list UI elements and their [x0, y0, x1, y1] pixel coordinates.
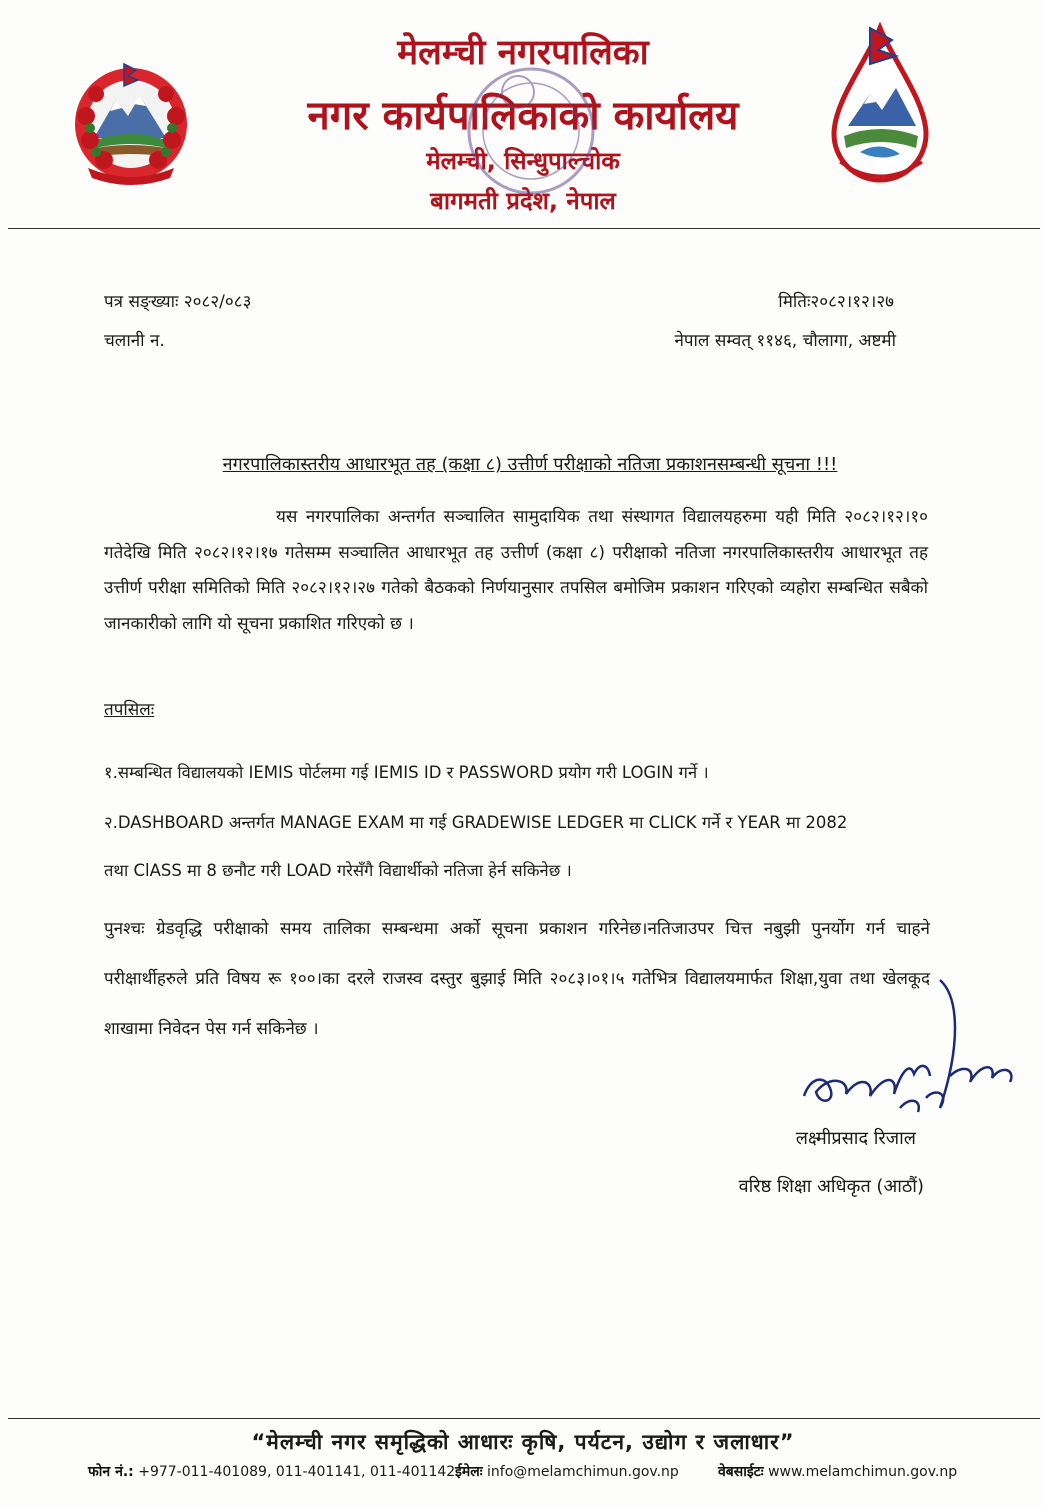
website-label: वेबसाईटः [718, 1464, 764, 1480]
signer-designation: वरिष्ठ शिक्षा अधिकृत (आठौं) [738, 1176, 924, 1197]
nepal-emblem-icon [66, 56, 196, 191]
signer-name: लक्ष्मीप्रसाद रिजाल [795, 1128, 916, 1149]
footer-phone [88, 1462, 455, 1481]
office-address: मेलम्ची, सिन्धुपाल्चोक [426, 147, 620, 175]
letter-date: मितिः२०८२।१२।२७ [778, 292, 894, 312]
instruction-item: १.सम्बन्धित विद्यालयको IEMIS पोर्टलमा गई IEMIS ID र PASSWORD प्रयोग गरी LOGIN गर्ने । [104, 763, 709, 782]
handwritten-signature [790, 978, 1020, 1128]
dispatch-number: चलानी न. [104, 331, 165, 351]
header-divider [8, 228, 1040, 229]
footer-website [718, 1462, 957, 1481]
phone-label: फोन नं.: [88, 1464, 134, 1480]
postscript-note: पुनश्चः ग्रेडवृद्धि परीक्षाको समय तालिका सम्बन्धमा अर्को सूचना प्रकाशन गरिनेछ।नतिजाउपर चित्त नबुझी पुनर्योग गर्न चाहने परीक्षार्थीहरुले प्रति विषय रू १००।का दरले राजस्व दस्तुर बुझाई मिति २०८३।०१।५ गतेभित्र विद्यालयमार्फत शिक्षा,युवा तथा खेलकूद शाखामा निवेदन पेस गर्न सकिनेछ । [104, 919, 930, 1039]
details-heading: तपसिलः [104, 700, 155, 720]
email-value: info@melamchimun.gov.np [487, 1464, 679, 1480]
footer-email [455, 1462, 679, 1481]
letter-number: पत्र सङ्ख्याः २०८२/०८३ [104, 292, 252, 312]
official-stamp [446, 56, 616, 206]
instruction-item: तथा ClASS मा 8 छनौट गरी LOAD गरेसँगै विद्यार्थीको नतिजा हेर्न सकिनेछ । [104, 861, 572, 880]
footer-divider [8, 1418, 1040, 1419]
office-name: नगर कार्यपालिकाको कार्यालय [307, 93, 739, 139]
nepal-sambat-date: नेपाल सम्वत् ११४६, चौलागा, अष्टमी [674, 331, 896, 351]
instruction-item: २.DASHBOARD अन्तर्गत MANAGE EXAM मा गई GRADEWISE LEDGER मा CLICK गर्ने र YEAR मा 2082 [104, 813, 848, 832]
website-value: www.melamchimun.gov.np [768, 1464, 958, 1480]
phone-value: +977-011-401089, 011-401141, 011-401142 [138, 1464, 456, 1480]
melamchi-municipality-logo-icon [826, 22, 934, 194]
office-province: बागमती प्रदेश, नेपाल [430, 187, 616, 215]
notice-subject: नगरपालिकास्तरीय आधारभूत तह (कक्षा ८) उत्तीर्ण परीक्षाको नतिजा प्रकाशनसम्बन्धी सूचना !!! [222, 454, 838, 475]
email-label: ईमेलः [455, 1464, 483, 1480]
footer-slogan: “मेलम्ची नगर समृद्धिको आधारः कृषि, पर्यटन, उद्योग र जलाधार” [251, 1430, 795, 1454]
municipality-name: मेलम्ची नगरपालिका [397, 33, 649, 73]
notice-body: यस नगरपालिका अन्तर्गत सञ्चालित सामुदायिक तथा संस्थागत विद्यालयहरुमा यही मिति २०८२।१२।१० गतेदेखि मिति २०८२।१२।१७ गतेसम्म सञ्चालित आधारभूत तह उत्तीर्ण (कक्षा ८) परीक्षाको नतिजा नगरपालिकास्तरीय आधारभूत तह उत्तीर्ण परीक्षा समितिको मिति २०८२।१२।२७ गतेको बैठकको निर्णयानुसार तपसिल बमोजिम प्रकाशन गरिएको व्यहोरा सम्बन्धित सबैको जानकारीको लागि यो सूचना प्रकाशित गरिएको छ । [104, 507, 928, 634]
